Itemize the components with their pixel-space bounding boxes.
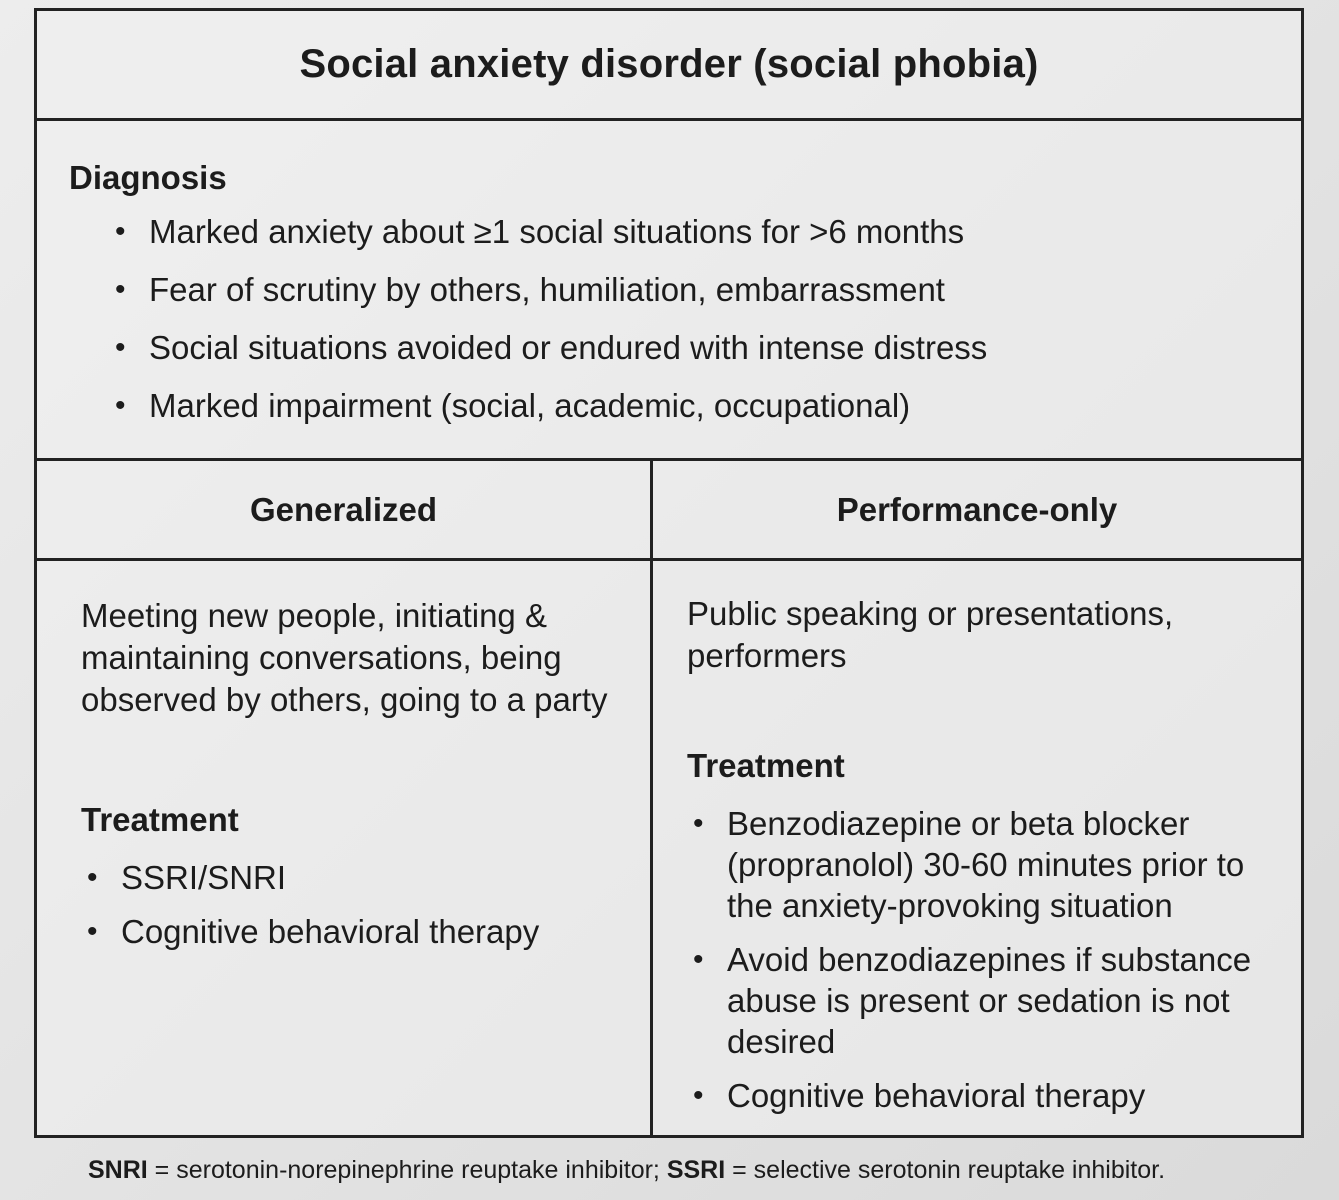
list-item bbox=[87, 911, 620, 952]
snri-definition: = serotonin-norepinephrine reuptake inhibitor; bbox=[147, 1156, 667, 1184]
bullet-icon: • bbox=[115, 331, 126, 364]
list-item bbox=[115, 385, 1301, 426]
bullet-icon: • bbox=[115, 389, 126, 422]
footnote bbox=[88, 1156, 1165, 1185]
diagnosis-item-text: Fear of scrutiny by others, humiliation, embarrassment bbox=[149, 271, 945, 308]
ssri-abbreviation: SSRI bbox=[666, 1156, 726, 1184]
treatment-item-text: Cognitive behavioral therapy bbox=[727, 1077, 1146, 1114]
bullet-icon: • bbox=[693, 807, 704, 840]
title-row bbox=[37, 11, 1301, 121]
bullet-icon: • bbox=[87, 915, 98, 948]
performance-only-header: Performance-only bbox=[653, 461, 1301, 561]
treatment-item-text: Avoid benzodiazepines if substance abuse is present or sedation is not desired bbox=[727, 941, 1252, 1060]
page-title: Social anxiety disorder (social phobia) bbox=[299, 42, 1039, 86]
bullet-icon: • bbox=[115, 215, 126, 248]
bullet-icon: • bbox=[693, 943, 704, 976]
diagnosis-heading: Diagnosis bbox=[69, 159, 227, 196]
list-item bbox=[115, 269, 1301, 310]
performance-description: Public speaking or presentations, performers bbox=[687, 595, 1174, 674]
ssri-definition: = selective serotonin reuptake inhibitor. bbox=[725, 1156, 1166, 1184]
diagnosis-item-text: Marked anxiety about ≥1 social situations for >6 months bbox=[149, 213, 965, 250]
bullet-icon: • bbox=[115, 273, 126, 306]
list-item bbox=[693, 939, 1271, 1062]
generalized-header: Generalized bbox=[37, 461, 653, 561]
summary-table bbox=[34, 8, 1304, 1138]
generalized-column bbox=[37, 561, 653, 1135]
diagnosis-list bbox=[69, 211, 1301, 426]
generalized-treatment-list bbox=[81, 857, 620, 952]
bullet-icon: • bbox=[87, 861, 98, 894]
diagnosis-section bbox=[37, 121, 1301, 461]
diagnosis-item-text: Social situations avoided or endured with intense distress bbox=[149, 329, 988, 366]
treatment-item-text: SSRI/SNRI bbox=[121, 859, 287, 896]
treatment-item-text: Cognitive behavioral therapy bbox=[121, 913, 540, 950]
bullet-icon: • bbox=[693, 1079, 704, 1112]
performance-treatment-heading: Treatment bbox=[687, 747, 845, 784]
list-item bbox=[693, 803, 1271, 926]
generalized-treatment-heading: Treatment bbox=[81, 801, 239, 838]
snri-abbreviation: SNRI bbox=[88, 1156, 148, 1184]
performance-treatment-list bbox=[687, 803, 1271, 1116]
performance-only-column bbox=[653, 561, 1301, 1135]
treatment-item-text: Benzodiazepine or beta blocker (propranolol) 30-60 minutes prior to the anxiety-provoking situation bbox=[727, 805, 1245, 924]
list-item bbox=[693, 1075, 1271, 1116]
diagnosis-item-text: Marked impairment (social, academic, occupational) bbox=[149, 387, 911, 424]
list-item bbox=[115, 211, 1301, 252]
generalized-description: Meeting new people, initiating & maintaining conversations, being observed by others, going to a party bbox=[81, 597, 608, 718]
list-item bbox=[87, 857, 620, 898]
list-item bbox=[115, 327, 1301, 368]
